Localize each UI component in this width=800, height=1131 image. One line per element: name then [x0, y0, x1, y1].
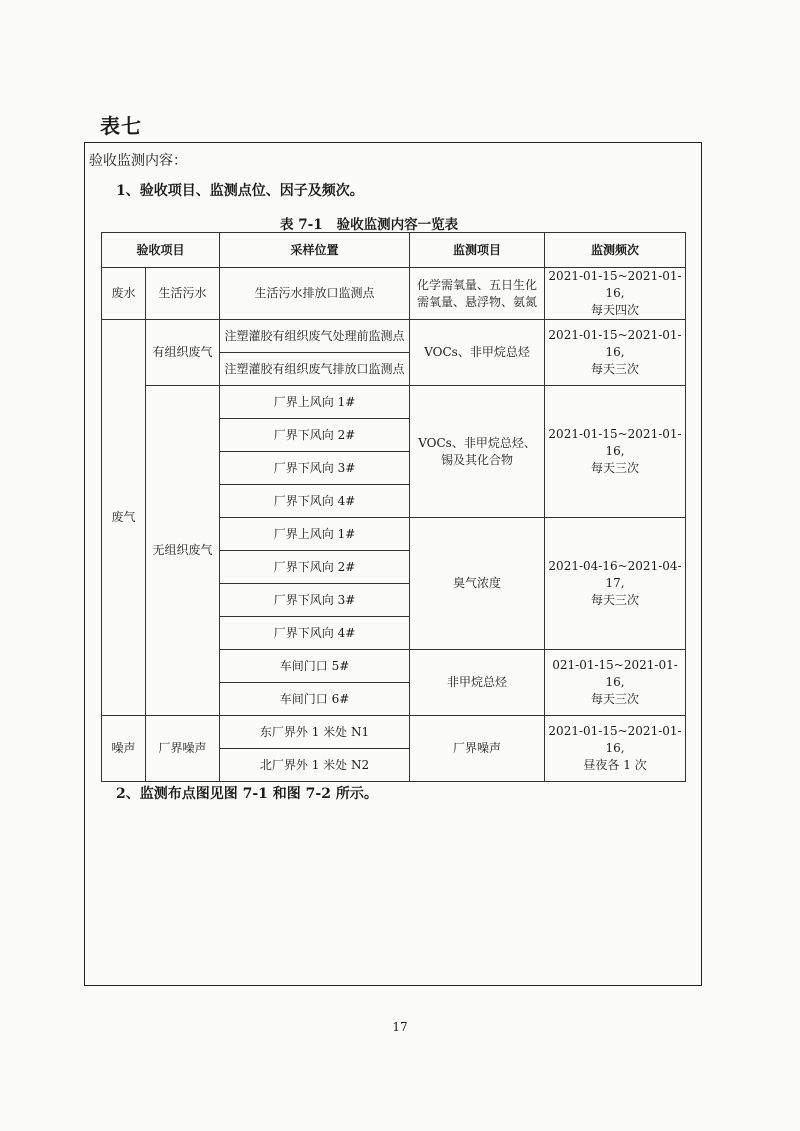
freq-line: 2021-01-15~2021-01-16,	[548, 269, 682, 300]
location-cell: 厂界上风向 1#	[220, 518, 410, 551]
location-cell: 厂界下风向 3#	[220, 452, 410, 485]
sub-category-cell: 无组织废气	[146, 386, 220, 716]
sub-category-cell: 厂界噪声	[146, 716, 220, 782]
header-cell: 采样位置	[220, 233, 410, 268]
frequency-cell	[545, 650, 686, 716]
sub-category-cell: 有组织废气	[146, 320, 220, 386]
table-row	[102, 386, 686, 419]
items-cell	[410, 386, 545, 518]
category-cell: 噪声	[102, 716, 146, 782]
items-cell: 臭气浓度	[410, 518, 545, 650]
location-cell: 厂界下风向 3#	[220, 584, 410, 617]
table-title: 验收监测内容一览表	[336, 217, 459, 233]
frequency-cell	[545, 716, 686, 782]
header-cell: 验收项目	[102, 233, 220, 268]
location-cell: 东厂界外 1 米处 N1	[220, 716, 410, 749]
location-cell: 注塑灌胶有组织废气排放口监测点	[220, 353, 410, 386]
category-cell: 废水	[102, 268, 146, 320]
freq-line: 2021-01-15~2021-01-16,	[548, 724, 682, 755]
page-number: 17	[392, 1020, 408, 1034]
header-cell: 监测频次	[545, 233, 686, 268]
items-cell: 厂界噪声	[410, 716, 545, 782]
table-header-row	[102, 233, 686, 268]
freq-line: 每天三次	[591, 692, 640, 706]
location-cell: 厂界下风向 2#	[220, 551, 410, 584]
location-cell: 厂界上风向 1#	[220, 386, 410, 419]
header-cell: 监测项目	[410, 233, 545, 268]
table-row	[102, 320, 686, 353]
items-cell: VOCs、非甲烷总烃	[410, 320, 545, 386]
freq-line: 每天三次	[591, 362, 640, 376]
freq-line: 2021-01-15~2021-01-16,	[548, 328, 682, 359]
sub-category-cell: 生活污水	[146, 268, 220, 320]
items-line: 锡及其化合物	[441, 452, 514, 467]
category-cell: 废气	[102, 320, 146, 716]
frequency-cell	[545, 320, 686, 386]
freq-line: 每天三次	[591, 593, 640, 607]
item-1: 1、验收项目、监测点位、因子及频次。	[116, 183, 364, 199]
frequency-cell	[545, 268, 686, 320]
location-cell: 北厂界外 1 米处 N2	[220, 749, 410, 782]
freq-line: 每天三次	[591, 461, 640, 475]
table-caption	[280, 213, 472, 233]
freq-line: 昼夜各 1 次	[583, 758, 647, 772]
freq-line: 每天四次	[591, 303, 640, 317]
table-row	[102, 268, 686, 320]
frequency-cell	[545, 386, 686, 518]
items-line: 需氧量、悬浮物、氨氮	[417, 294, 538, 309]
monitoring-table	[101, 232, 686, 782]
location-cell: 厂界下风向 4#	[220, 485, 410, 518]
location-cell: 车间门口 5#	[220, 650, 410, 683]
table-number: 表 7-1	[280, 217, 323, 233]
location-cell: 生活污水排放口监测点	[220, 268, 410, 320]
freq-line: 2021-04-16~2021-04-17,	[548, 559, 682, 590]
items-line: 化学需氧量、五日生化	[417, 277, 538, 292]
section-title: 表七	[100, 114, 142, 138]
items-line: VOCs、非甲烷总烃、	[418, 435, 536, 450]
location-cell: 注塑灌胶有组织废气处理前监测点	[220, 320, 410, 353]
location-cell: 厂界下风向 2#	[220, 419, 410, 452]
items-cell	[410, 268, 545, 320]
item-2: 2、监测布点图见图 7-1 和图 7-2 所示。	[116, 786, 378, 802]
location-cell: 车间门口 6#	[220, 683, 410, 716]
items-cell: 非甲烷总烃	[410, 650, 545, 716]
table-row	[102, 716, 686, 749]
frequency-cell	[545, 518, 686, 650]
location-cell: 厂界下风向 4#	[220, 617, 410, 650]
freq-line: 2021-01-15~2021-01-16,	[548, 427, 682, 458]
content-heading: 验收监测内容：	[89, 153, 187, 169]
freq-line: 021-01-15~2021-01-16,	[552, 658, 678, 689]
